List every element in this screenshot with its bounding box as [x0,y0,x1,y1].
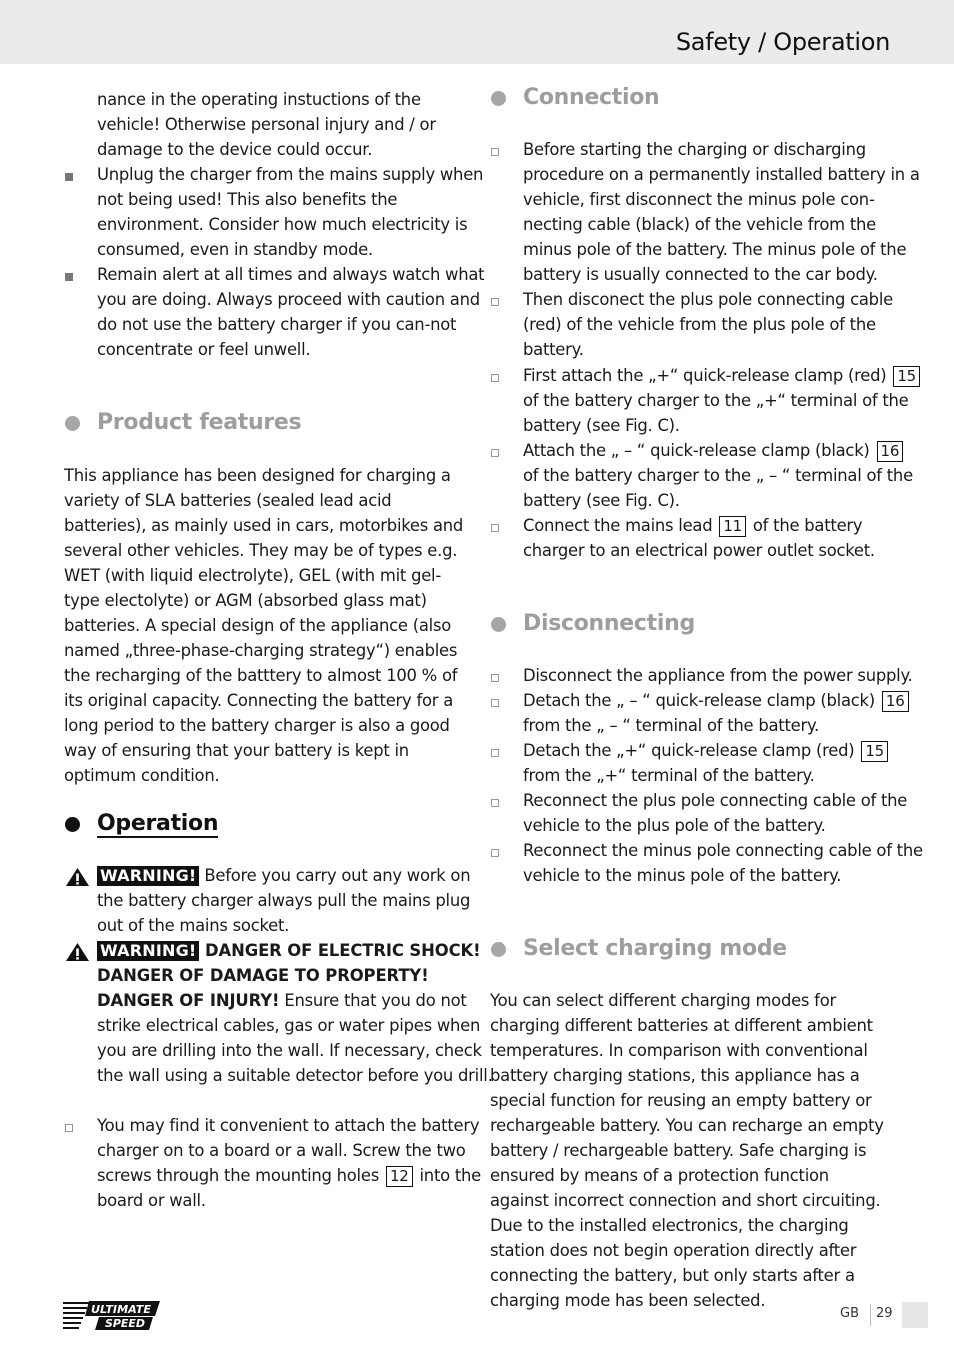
page-title: Safety / Operation [675,28,890,56]
intro-continuation: nance in the operating instuctions of the vehicle! Otherwise personal injury and / or damage to the device could occur. [97,90,436,159]
warning-block: WARNING! Before you carry out any work on the battery charger always pull the mains plug out of the mains socket. [64,863,499,938]
section-heading-connection: Connection [490,84,925,112]
warning-badge: WARNING! [97,941,199,961]
page-header [0,0,954,64]
list-item: Before starting the charging or discharging procedure on a permanently installed battery in a vehicle, first disconnect the minus pole con-necting cable (black) of the vehicle from the minus pole of the battery. The minus pole of the battery is usually connected to the car body. [490,137,925,287]
charging-mode-text: You can select different charging modes for charging different batteries at different ambient temperatures. In comparison with conventional battery charging stations, this appliance has a special function for reusing an empty battery or rechargeable battery. You can recharge an empty battery / rechargeable battery. Safe charging is ensured by means of a protection function against incorrect connection and short circuiting. Due to the installed electronics, the charging station does not begin operation directly after connecting the battery, but only starts after a charging mode has been selected. [490,991,884,1310]
checkbox-bullet-icon [490,287,514,312]
section-heading-disconnecting: Disconnecting [490,610,925,638]
product-features-text: This appliance has been designed for charging a variety of SLA batteries (sealed lead acid batteries), as mainly used in cars, motorbikes and several other vehicles. They may be of types e.g. WET (with liquid electrolyte), GEL (with mit gel-type electolyte) or AGM (absorbed glass mat) batteries. A special design of the appliance (also named „three-phase-charging strategy“) enables the recharging of the batttery to almost 100 % of its original capacity. Connecting the battery for a long period to the battery charger is also a good way of ensuring that your battery is kept in optimum condition. [64,466,464,785]
heading-bullet-icon [491,942,506,957]
checkbox-bullet-icon [490,738,514,763]
bullet-icon [64,262,88,287]
brand-logo [63,1299,163,1333]
list-item: Detach the „+“ quick-release clamp (red) 15 from the „+“ terminal of the battery. [490,738,925,788]
list-item: Detach the „ – “ quick-release clamp (black) 16 from the „ – “ terminal of the battery. [490,688,925,738]
section-heading-product-features: Product features [64,409,499,437]
heading-bullet-icon [65,416,80,431]
checkbox-bullet-icon [490,513,514,538]
list-item: Reconnect the minus pole connecting cable of the vehicle to the minus pole of the battery. [490,838,925,888]
reference-number: 11 [719,516,746,537]
footer-divider [870,1304,871,1326]
list-item: First attach the „+“ quick-release clamp (red) 15 of the battery charger to the „+“ terminal of the battery (see Fig. C). [490,363,925,438]
list-item: Disconnect the appliance from the power supply. [490,663,925,688]
heading-bullet-icon [491,91,506,106]
section-heading-operation: Operation [64,810,499,838]
list-item: Attach the „ – “ quick-release clamp (black) 16 of the battery charger to the „ – “ terminal of the battery (see Fig. C). [490,438,925,513]
warning-block: WARNING! DANGER OF ELECTRIC SHOCK! DANGER OF DAMAGE TO PROPERTY! DANGER OF INJURY! Ensure that you do not strike electrical cables, gas or water pipes when you are drilling into the wall. If necessary, check the wall using a suitable detector before you drill. [64,938,499,1088]
checkbox-bullet-icon [490,137,514,162]
page-number: 29 [876,1306,893,1321]
reference-number: 15 [861,741,888,762]
list-item: Unplug the charger from the mains supply when not being used! This also benefits the environment. Consider how much electricity is consumed, even in standby mode. [64,162,499,262]
checkbox-bullet-icon [490,838,514,863]
checkbox-bullet-icon [490,363,514,388]
reference-number: 16 [877,441,904,462]
list-item: You may find it convenient to attach the battery charger on to a board or a wall. Screw the two screws through the mounting holes 12 into the board or wall. [64,1113,499,1213]
list-item: Connect the mains lead 11 of the battery charger to an electrical power outlet socket. [490,513,925,563]
checkbox-bullet-icon [490,788,514,813]
reference-number: 12 [386,1166,413,1187]
reference-number: 15 [893,366,920,387]
bullet-icon [64,162,88,187]
checkbox-bullet-icon [490,663,514,688]
checkbox-bullet-icon [490,688,514,713]
list-item: Reconnect the plus pole connecting cable of the vehicle to the plus pole of the battery. [490,788,925,838]
checkbox-bullet-icon [64,1113,88,1138]
warning-triangle-icon [65,867,90,887]
list-item: Remain alert at all times and always watch what you are doing. Always proceed with caution and do not use the battery charger if you can-not concentrate or feel unwell. [64,262,499,362]
svg-text:ULTIMATE: ULTIMATE [91,1303,152,1316]
svg-text:SPEED: SPEED [105,1318,146,1330]
country-code: GB [840,1306,859,1321]
page-corner-tab [902,1302,928,1328]
checkbox-bullet-icon [490,438,514,463]
warning-badge: WARNING! [97,866,199,886]
warning-triangle-icon [65,942,90,962]
heading-bullet-icon [491,617,506,632]
reference-number: 16 [882,691,909,712]
list-item: Then disconect the plus pole connecting cable (red) of the vehicle from the plus pole of the battery. [490,287,925,362]
heading-bullet-icon [65,817,80,832]
section-heading-select-charging-mode: Select charging mode [490,935,925,963]
